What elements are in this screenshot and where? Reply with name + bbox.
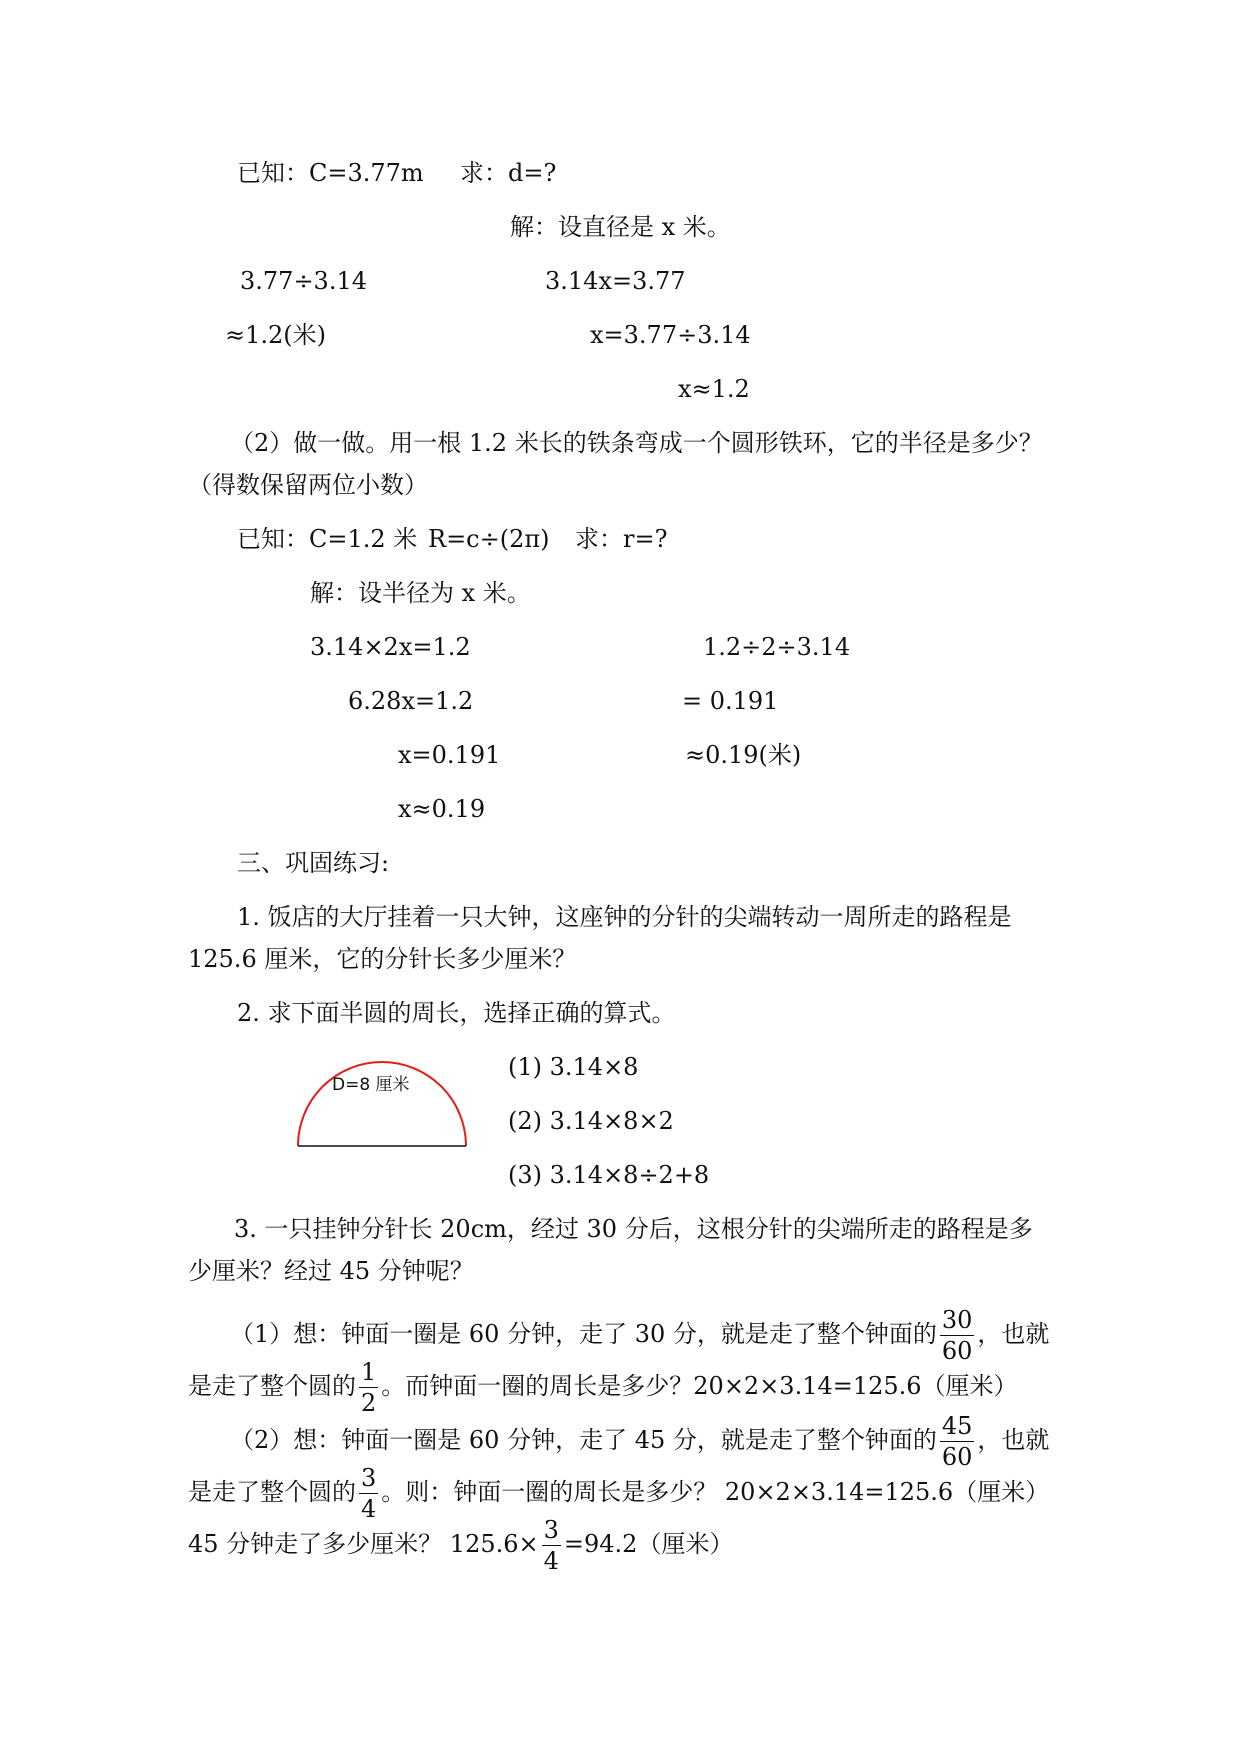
- thought-2-text-e: 45 分钟走了多少厘米？ 125.6×: [188, 1530, 539, 1558]
- fraction-denominator: 2: [361, 1389, 377, 1417]
- ex2-left-step-4: x≈0.19: [398, 795, 486, 823]
- practice-heading: 三、巩固练习:: [237, 849, 390, 877]
- ex2-question-line-2: （得数保留两位小数）: [188, 471, 428, 499]
- ex1-known: 已知：C=3.77m: [237, 159, 424, 187]
- thought-2-text-b: ，也就: [977, 1426, 1050, 1454]
- fraction-45-60: [940, 1414, 975, 1469]
- fraction-denominator: 60: [941, 1337, 973, 1365]
- ex1-left-step-1: 3.77÷3.14: [240, 267, 367, 295]
- practice-2-question: 2. 求下面半圆的周长，选择正确的算式。: [237, 999, 676, 1027]
- practice-1-line-2: 125.6 厘米，它的分针长多少厘米？: [188, 945, 577, 973]
- ex1-right-step-1: 3.14x=3.77: [545, 267, 686, 295]
- ex2-right-step-2: = 0.191: [682, 687, 779, 715]
- thought-2-line-3: [188, 1514, 733, 1574]
- thought-1-line-2: [188, 1356, 1018, 1416]
- thought-2-line-2: [188, 1462, 1049, 1522]
- practice-3-line-2: 少厘米？经过 45 分钟呢？: [188, 1257, 474, 1285]
- fraction-30-60: [940, 1308, 975, 1363]
- ex2-left-step-1: 3.14×2x=1.2: [310, 633, 471, 661]
- ex2-ask: 求：r=?: [575, 525, 668, 553]
- ex2-right-step-3: ≈0.19(米): [685, 741, 802, 769]
- ex2-question-line-1: （2）做一做。用一根 1.2 米长的铁条弯成一个圆形铁环，它的半径是多少？: [230, 429, 1043, 457]
- ex2-right-step-1: 1.2÷2÷3.14: [703, 633, 851, 661]
- thought-2-text-f: =94.2（厘米）: [563, 1530, 734, 1558]
- thought-1-text-c: 是走了整个圆的: [188, 1372, 356, 1400]
- diameter-label: D=8 厘米: [332, 1075, 410, 1095]
- fraction-denominator: 4: [543, 1547, 559, 1575]
- fraction-denominator: 60: [941, 1443, 973, 1471]
- fraction-denominator: 4: [361, 1495, 377, 1523]
- ex1-right-step-3: x≈1.2: [678, 375, 750, 403]
- ex2-left-step-3: x=0.191: [398, 741, 501, 769]
- thought-2-text-d: 。则：钟面一圈的周长是多少？ 20×2×3.14=125.6（厘米）: [381, 1478, 1050, 1506]
- thought-1-text-d: 。而钟面一圈的周长是多少？20×2×3.14=125.6（厘米）: [381, 1372, 1018, 1400]
- ex1-left-step-2: ≈1.2(米): [225, 321, 327, 349]
- fraction-1-2: [359, 1360, 378, 1415]
- fraction-numerator: 30: [941, 1306, 973, 1334]
- option-2: (2) 3.14×8×2: [508, 1107, 674, 1135]
- ex2-formula: R=c÷(2π): [428, 525, 550, 553]
- fraction-numerator: 3: [361, 1464, 377, 1492]
- fraction-3-4-b: [542, 1518, 561, 1573]
- semicircle-diagram: [294, 1050, 474, 1160]
- ex2-left-step-2: 6.28x=1.2: [348, 687, 474, 715]
- fraction-numerator: 45: [941, 1412, 973, 1440]
- ex2-known: 已知：C=1.2 米: [237, 525, 418, 553]
- option-3: (3) 3.14×8÷2+8: [508, 1161, 710, 1189]
- fraction-3-4: [359, 1466, 378, 1521]
- thought-1-text-a: （1）想：钟面一圈是 60 分钟，走了 30 分，就是走了整个钟面的: [230, 1320, 937, 1348]
- fraction-numerator: 1: [361, 1358, 377, 1386]
- ex1-solve: 解：设直径是 x 米。: [510, 213, 731, 241]
- thought-2-text-c: 是走了整个圆的: [188, 1478, 356, 1506]
- thought-1-text-b: ，也就: [977, 1320, 1050, 1348]
- option-1: (1) 3.14×8: [508, 1053, 639, 1081]
- practice-1-line-1: 1. 饭店的大厅挂着一只大钟，这座钟的分针的尖端转动一周所走的路程是: [237, 903, 1012, 931]
- thought-2-text-a: （2）想：钟面一圈是 60 分钟，走了 45 分，就是走了整个钟面的: [230, 1426, 937, 1454]
- ex2-solve: 解：设半径为 x 米。: [310, 579, 531, 607]
- ex1-right-step-2: x=3.77÷3.14: [590, 321, 751, 349]
- thought-2-line-1: [230, 1410, 1049, 1470]
- practice-3-line-1: 3. 一只挂钟分针长 20cm，经过 30 分后，这根分针的尖端所走的路程是多: [234, 1215, 1033, 1243]
- thought-1-line-1: [230, 1304, 1049, 1364]
- fraction-numerator: 3: [543, 1516, 559, 1544]
- ex1-ask: 求：d=?: [460, 159, 557, 187]
